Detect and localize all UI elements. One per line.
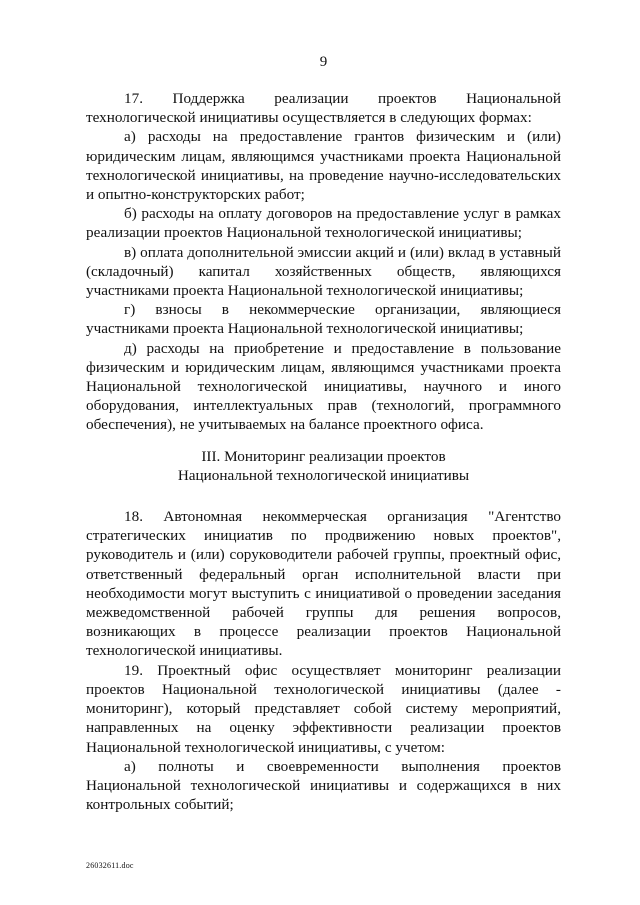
document-page <box>86 0 561 905</box>
paragraph-19a: а) полноты и своевременности выполнения проектов Национальной технологической инициативы и содержащихся в них контрольных событий; <box>86 757 561 814</box>
paragraph-19: 19. Проектный офис осуществляет мониторинг реализации проектов Национальной технологической инициативы (далее - мониторинг), который представляет собой систему мероприятий, направленных на оценку эффективности реализации проектов Национальной технологической инициативы, с учетом: <box>86 661 561 756</box>
paragraph-18: 18. Автономная некоммерческая организация "Агентство стратегических инициатив по продвижению новых проектов", руководитель и (или) соруководители рабочей группы, проектный офис, ответственный федеральный орган исполнительной власти при необходимости могут выступить с инициативой о проведении заседания межведомственной рабочей группы для решения вопросов, возникающих в процессе реализации проектов Национальной технологической инициативы. <box>86 508 561 660</box>
file-name-footer: 26032611.doc <box>86 861 134 870</box>
paragraph-17v: в) оплата дополнительной эмиссии акций и (или) вклад в уставный (складочный) капитал хозяйственных обществ, являющихся участниками проекта Национальной технологической инициативы; <box>86 243 561 300</box>
section-heading-line-2: Национальной технологической инициативы <box>177 466 470 484</box>
page-number: 9 <box>319 54 328 70</box>
paragraph-17a: а) расходы на предоставление грантов физическим и (или) юридическим лицам, являющимся участниками проекта Национальной технологической инициативы, на проведение научно-исследовательских и опытно-конструкторских работ; <box>86 128 561 204</box>
paragraph-17g: г) взносы в некоммерческие организации, являющиеся участниками проекта Национальной технологической инициативы; <box>86 301 561 338</box>
paragraph-17b: б) расходы на оплату договоров на предоставление услуг в рамках реализации проектов Национальной технологической инициативы; <box>86 205 561 242</box>
section-heading-line-1: III. Мониторинг реализации проектов <box>201 447 446 465</box>
document-body <box>86 89 561 814</box>
paragraph-17d: д) расходы на приобретение и предоставление в пользование физическим и юридическим лицам, являющимся участниками проекта Национальной технологической инициативы, научного и иного оборудования, интеллектуальных прав (технологий, программного обеспечения), не учитываемых на балансе проектного офиса. <box>86 339 561 434</box>
paragraph-17: 17. Поддержка реализации проектов Национальной технологической инициативы осуществляется в следующих формах: <box>86 90 561 127</box>
section-heading <box>86 447 561 485</box>
